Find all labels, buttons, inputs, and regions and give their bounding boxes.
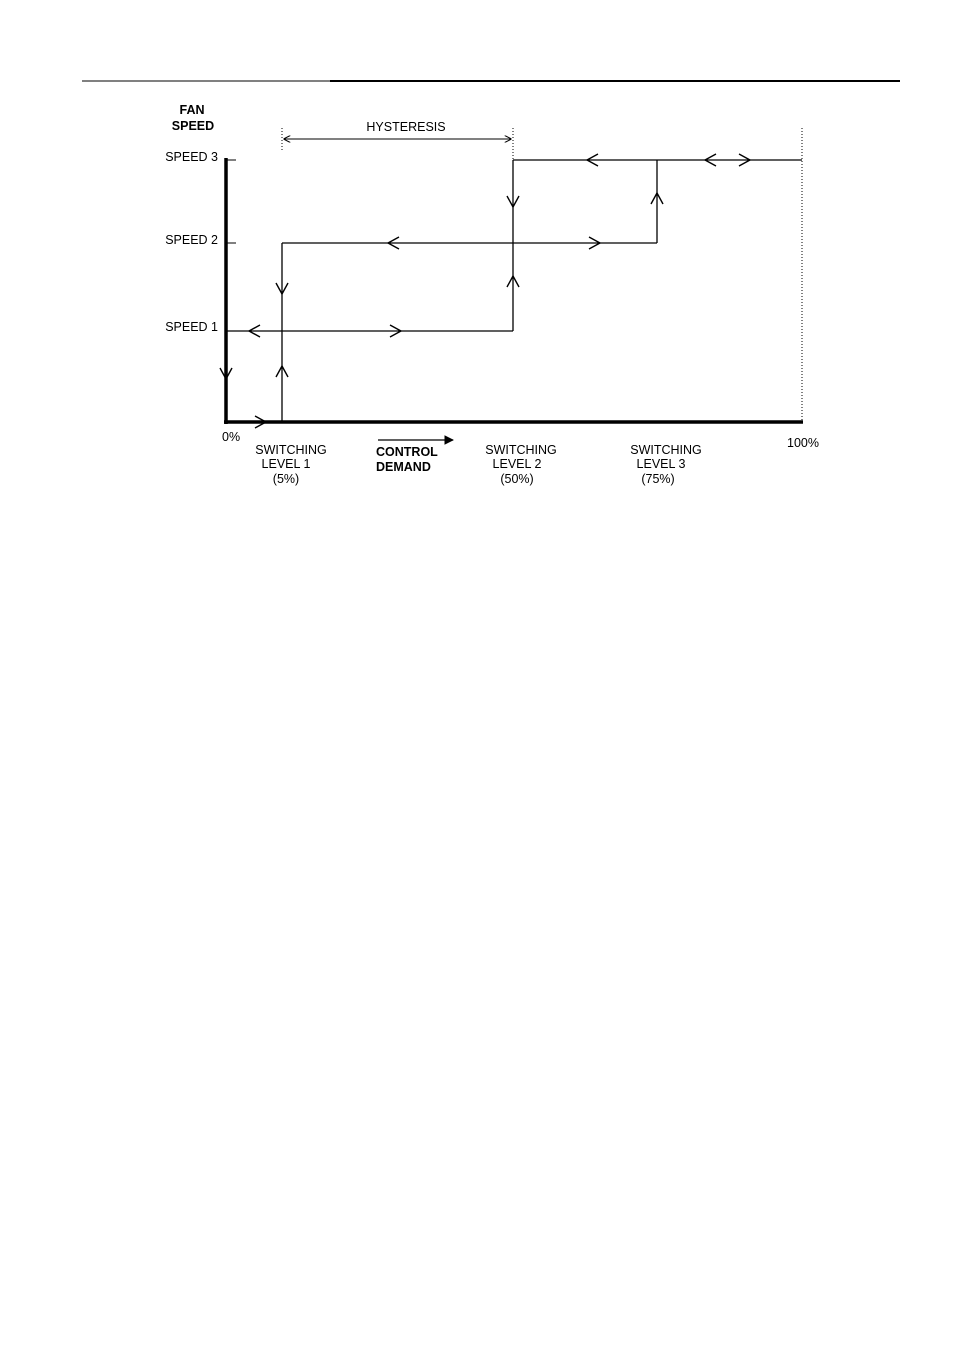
y-axis-title-line1: FAN xyxy=(179,103,205,117)
x-axis-min-label: 0% xyxy=(222,430,241,444)
step-path xyxy=(226,160,802,422)
switching-level-3-line3: (75%) xyxy=(641,472,675,486)
switching-level-1-line1: SWITCHING xyxy=(255,443,327,457)
switching-level-2-line2: LEVEL 2 xyxy=(492,457,542,471)
speed-2-label: SPEED 2 xyxy=(165,233,218,247)
direction-arrows xyxy=(220,154,750,428)
y-axis-title-line2: SPEED xyxy=(171,119,215,133)
speed-3-label: SPEED 3 xyxy=(165,150,218,164)
switching-level-2-line3: (50%) xyxy=(500,472,534,486)
switching-level-3-line1: SWITCHING xyxy=(630,443,702,457)
switching-level-3-line2: LEVEL 3 xyxy=(636,457,686,471)
switching-level-1-line2: LEVEL 1 xyxy=(261,457,311,471)
switching-level-1-line3: (5%) xyxy=(272,472,300,486)
x-axis-max-label: 100% xyxy=(787,436,819,450)
switching-level-2-line1: SWITCHING xyxy=(485,443,557,457)
speed-1-label: SPEED 1 xyxy=(165,320,218,334)
x-axis-title-line2: DEMAND xyxy=(376,460,431,474)
x-axis-title-line1: CONTROL xyxy=(376,445,438,459)
hysteresis-label: HYSTERESIS xyxy=(366,120,446,134)
